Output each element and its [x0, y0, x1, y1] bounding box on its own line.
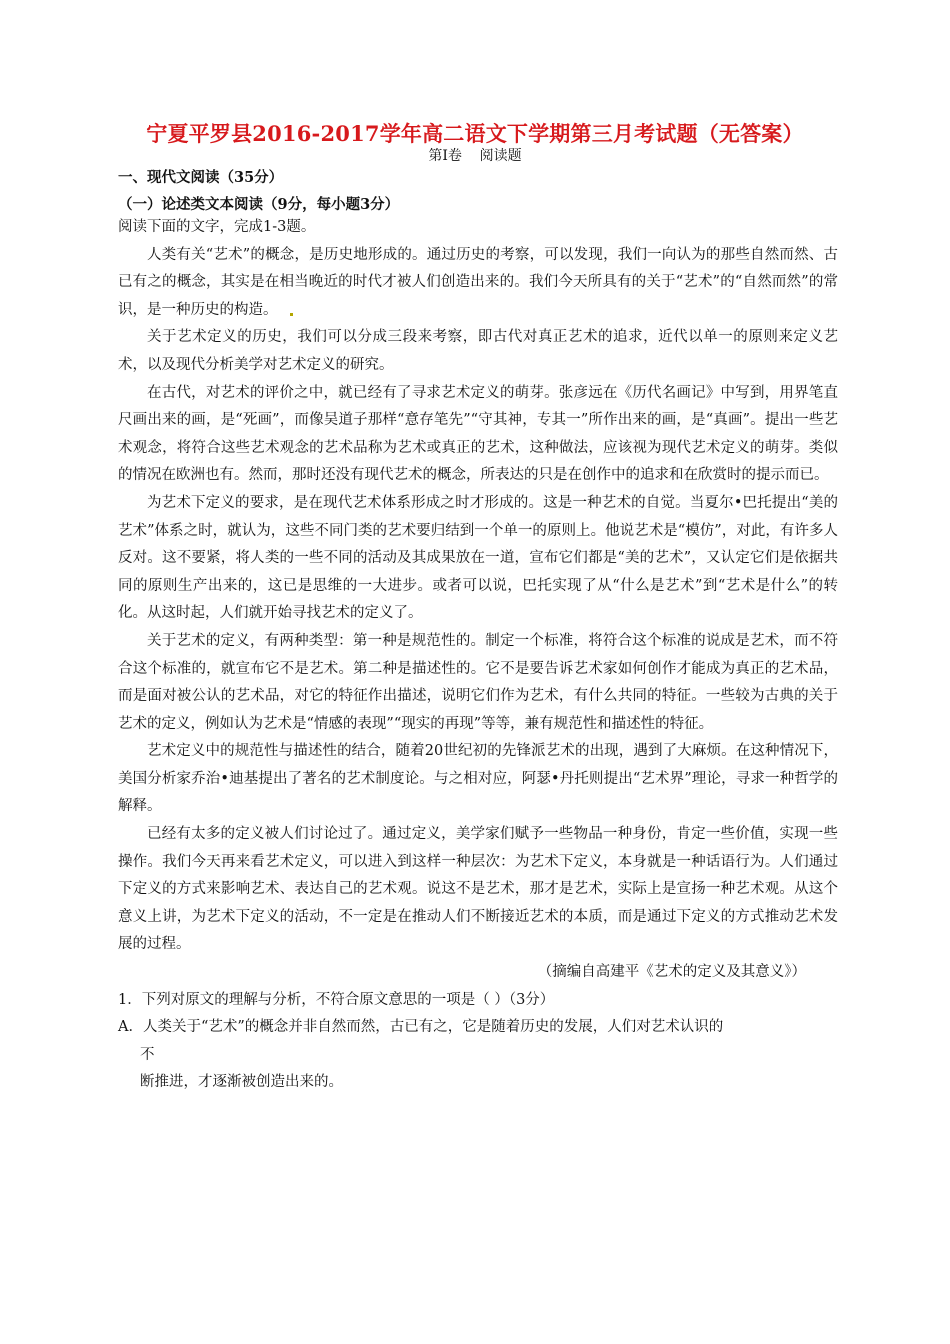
- paragraph-3: 在古代，对艺术的评价之中，就已经有了寻求艺术定义的萌芽。张彦远在《历代名画记》中写到，用界笔直尺画出来的画，是“死画”，而像吴道子那样“意存笔先”“守其神，专其一”所作出来的画，是“真画”。提出一些艺术观念，将符合这些艺术观念的艺术品称为艺术或真正的艺术，这种做法，应该视为现代艺术定义的萌芽。类似的情况在欧洲也有。然而，那时还没有现代艺术的概念，所表达的只是在创作中的追求和在欣赏时的提示而已。: [118, 384, 838, 484]
- paragraph-7: 已经有太多的定义被人们讨论过了。通过定义，美学家们赋予一些物品一种身份，肯定一些价值，实现一些操作。我们今天再来看艺术定义，可以进入到这样一种层次：为艺术下定义，本身就是一种话语行为。人们通过下定义的方式来影响艺术、表达自己的艺术观。说这不是艺术，那才是艺术，实际上是宣扬一种艺术观。从这个意义上讲，为艺术下定义的活动，不一定是在推动人们不断接近艺术的本质，而是通过下定义的方式推动艺术发展的过程。: [118, 826, 838, 953]
- paragraph-1-text: 人类有关“艺术”的概念，是历史地形成的。通过历史的考察，可以发现，我们一向认为的那些自然而然、古已有之的概念，其实是在相当晚近的时代才被人们创造出来的。我们今天所具有的关于“艺术”的“自然而然”的常识，是一种历史的构造。: [118, 246, 838, 318]
- paragraph-2: 关于艺术定义的历史，我们可以分成三段来考察，即古代对真正艺术的追求，近代以单一的原则来定义艺术，以及现代分析美学对艺术定义的研究。: [118, 329, 838, 373]
- ink-mark: [290, 313, 293, 316]
- question-1-option-a-wrap: 不: [140, 1046, 155, 1063]
- paragraph-6: 艺术定义中的规范性与描述性的结合，随着20世纪初的先锋派艺术的出现，遇到了大麻烦。在这种情况下，美国分析家乔治•迪基提出了著名的艺术制度论。与之相对应，阿瑟•丹托则提出“艺术界”理论，寻求一种哲学的解释。: [118, 743, 838, 815]
- paragraph-4: 为艺术下定义的要求，是在现代艺术体系形成之时才形成的。这是一种艺术的自觉。当夏尔•巴托提出“美的艺术”体系之时，就认为，这些不同门类的艺术要归结到一个单一的原则上。他说艺术是“模仿”，对此，有许多人反对。这不要紧，将人类的一些不同的活动及其成果放在一道，宣布它们都是“美的艺术”，又认定它们是依据共同的原则生产出来的，这已是思维的一大进步。或者可以说，巴托实现了从“什么是艺术”到“艺术是什么”的转化。从这时起，人们就开始寻找艺术的定义了。: [118, 494, 838, 622]
- question-1-option-a: A．人类关于“艺术”的概念并非自然而然，古已有之，它是随着历史的发展，人们对艺术认识的: [118, 1019, 724, 1036]
- article-body: [118, 214, 838, 1097]
- question-1-stem: 1．下列对原文的理解与分析，不符合原文意思的一项是（ ）（3分）: [118, 991, 555, 1008]
- exam-title: 宁夏平罗县2016-2017学年高二语文下学期第三月考试题（无答案）: [146, 121, 804, 146]
- exam-subtitle: 第Ⅰ卷 阅读题: [428, 148, 522, 164]
- paragraph-1: [118, 242, 838, 325]
- reading-instruction: 阅读下面的文字，完成1-3题。: [118, 219, 316, 235]
- subsection-heading-argumentative: （一）论述类文本阅读（9分，每小题3分）: [118, 196, 400, 213]
- question-1-option-a-continued: 断推进，才逐渐被创造出来的。: [140, 1074, 343, 1091]
- article-source: （摘编自高建平《艺术的定义及其意义》）: [537, 964, 806, 981]
- paragraph-5: 关于艺术的定义，有两种类型：第一种是规范性的。制定一个标准，将符合这个标准的说成是艺术，而不符合这个标准的，就宣布它不是艺术。第二种是描述性的。它不是要告诉艺术家如何创作才能成为真正的艺术品，而是面对被公认的艺术品，对它的特征作出描述，说明它们作为艺术，有什么共同的特征。一些较为古典的关于艺术的定义，例如认为艺术是“情感的表现”“现实的再现”等等，兼有规范性和描述性的特征。: [118, 632, 838, 732]
- section-heading-modern-reading: 一、现代文阅读（35分）: [118, 169, 284, 186]
